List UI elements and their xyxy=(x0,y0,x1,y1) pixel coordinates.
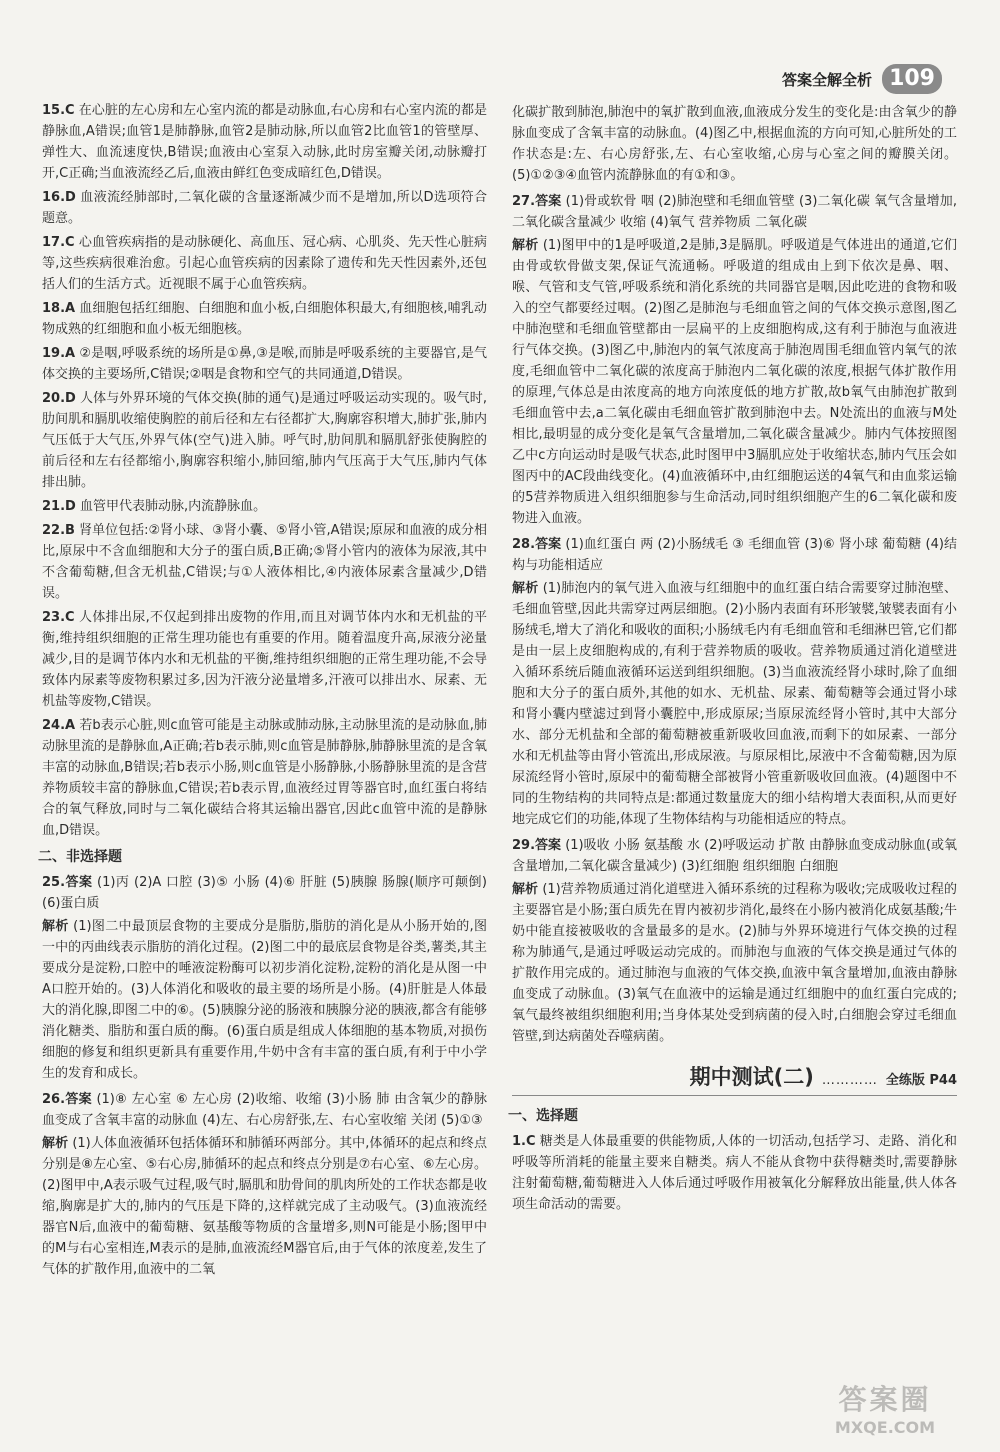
item-text: 人体排出尿,不仅起到排出废物的作用,而且对调节体内水和无机盐的平衡,维持组织细胞的正常生理功能也有重要的作用。随着温度升高,尿液分泌量减少,目的是调节体内水和无机盐的平衡,维持组织细胞的正常生理功能,不会导致体内尿素等废物积累过多,因为汗液分泌量增多,汗液可以排出水、尿素、无机盐等废物,C错误。 xyxy=(42,610,487,709)
title-leader-dots: ………… xyxy=(821,1073,878,1088)
page-number: 109 xyxy=(882,64,942,94)
item-text: 心血管疾病指的是动脉硬化、高血压、冠心病、心肌炎、先天性心脏病等,这些疾病很难治愈。引起心血管疾病的因素除了遗传和先天性因素外,还包括人们的生活方式。近视眼不属于心血管疾病。 xyxy=(42,235,487,292)
answer-item xyxy=(42,872,487,1084)
item-text: 血管甲代表肺动脉,内流静脉血。 xyxy=(79,499,267,514)
item-text: 糖类是人体最重要的供能物质,人体的一切活动,包括学习、走路、消化和呼吸等所消耗的能量主要来自糖类。病人不能从食物中获得糖类时,需要静脉注射葡萄糖,葡萄糖进入人体后通过呼吸作用被氧化分解释放出能量,供人体各项生命活动的需要。 xyxy=(512,1134,958,1212)
analysis-text: (1)肺泡内的氧气进入血液与红细胞中的血红蛋白结合需要穿过肺泡壁、毛细血管壁,因此共需穿过两层细胞。(2)小肠内表面有环形皱襞,皱襞表面有小肠绒毛,增大了消化和吸收的面积;小肠绒毛内有毛细血管和毛细淋巴管,它们都是由一层上皮细胞构成的,有利于营养物质的吸收。营养物质通过消化道壁进入循环系统后随血液循环运送到组织细胞。(3)当血液流经肾小球时,除了血细胞和大分子的蛋白质外,其他的如水、无机盐、尿素、葡萄糖等会通过肾小球和肾小囊内壁滤过到肾小囊腔中,形成原尿;当原尿流经肾小管时,其中大部分水、部分无机盐和全部的葡萄糖被重新吸收回血液,而剩下的如尿素、一部分水和无机盐等由肾小管流出,形成尿液。与原尿相比,尿液中不含葡萄糖,因为原尿流经肾小管时,原尿中的葡萄糖全部被肾小管重新吸收回血液。(4)题图中不同的生物结构的共同特点是:都通过数量庞大的细小结构增大表面积,从而更好地完成它们的功能,体现了生物体结构与功能相适应的特点。 xyxy=(512,581,957,827)
item-number: 24.A xyxy=(42,718,76,733)
item-number: 16.D xyxy=(42,190,76,205)
answer-text: (1)丙 (2)A 口腔 (3)⑤ 小肠 (4)⑥ 肝脏 (5)胰腺 肠腺(顺序可颠倒) (6)蛋白质 xyxy=(42,875,487,911)
watermark-logo: 答案圈 xyxy=(838,1382,932,1416)
item-number: 27. xyxy=(512,194,536,209)
section-heading-non-choice: 二、非选择题 xyxy=(38,849,122,865)
midterm-title-bar xyxy=(512,1067,957,1096)
answer-item xyxy=(512,534,957,830)
midterm-title: 期中测试(二) xyxy=(689,1065,814,1089)
answer-item xyxy=(42,187,487,229)
answer-item xyxy=(42,496,487,517)
answer-label: 答案 xyxy=(65,1092,92,1107)
item-text: 肾单位包括:②肾小球、③肾小囊、⑤肾小管,A错误;原尿和血液的成分相比,原尿中不含血细胞和大分子的蛋白质,B正确;⑤肾小管内的液体为尿液,其中不含葡萄糖,但含无机盐,C错误;与①人液体相比,④内液体尿素含量减少,D错误。 xyxy=(42,523,487,601)
answer-label: 答案 xyxy=(65,875,93,890)
item-number: 17.C xyxy=(42,235,75,250)
answer-text: (1)骨或软骨 咽 (2)肺泡壁和毛细血管壁 (3)二氧化碳 氧气含量增加,二氧化碳含量减少 收缩 (4)氧气 营养物质 二氧化碳 xyxy=(512,194,957,230)
item-text: ②是咽,呼吸系统的场所是①鼻,③是喉,而肺是呼吸系统的主要器官,是气体交换的主要场所,C错误;②咽是食物和空气的共同通道,D错误。 xyxy=(42,346,487,382)
analysis-label: 解析 xyxy=(42,919,69,934)
watermark xyxy=(790,1372,980,1442)
item-number: 20.D xyxy=(42,391,76,406)
item-number: 19.A xyxy=(42,346,76,361)
item-text: 血液流经肺部时,二氧化碳的含量逐渐减少而不是增加,所以D选项符合题意。 xyxy=(42,190,487,226)
left-column xyxy=(38,100,488,1285)
analysis-label: 解析 xyxy=(512,238,539,253)
item-text: 若b表示心脏,则c血管可能是主动脉或肺动脉,主动脉里流的是动脉血,肺动脉里流的是静脉血,A正确;若b表示肺,则c血管是肺静脉,肺静脉里流的是含氧丰富的动脉血,B错误;若b表示小肠,则c血管是小肠静脉,小肠静脉里流的是含营养物质较丰富的静脉血,C错误;若b表示胃,血液经过胃等器官时,血红蛋白将结合的氧气释放,同时与二氧化碳结合将其运输出器官,因此c血管中流的是静脉血,D错误。 xyxy=(42,718,488,838)
answer-item xyxy=(42,607,487,712)
answer-item xyxy=(42,100,487,184)
answer-item xyxy=(42,715,487,841)
item-number: 29. xyxy=(512,838,536,853)
answer-label: 答案 xyxy=(535,838,562,853)
item-number: 28. xyxy=(512,537,536,552)
analysis-text: (1)图甲中的1是呼吸道,2是肺,3是膈肌。呼吸道是气体进出的通道,它们由骨或软骨做支架,保证气流通畅。呼吸道的组成由上到下依次是鼻、咽、喉、气管和支气管,呼吸系统和消化系统的共同器官是咽,因此吃进的食物和吸入的空气都要经过咽。(2)图乙是肺泡与毛细血管之间的气体交换示意图,图乙中肺泡壁和毛细血管壁都由一层扁平的上皮细胞构成,这有利于肺泡与血液进行气体交换。(3)图乙中,肺泡内的氧气浓度高于肺泡周围毛细血管内氧气的浓度,毛细血管中二氧化碳的浓度高于肺泡内二氧化碳的浓度,根据气体扩散作用的原理,气体总是由浓度高的地方向浓度低的地方扩散,故b氧气由肺泡扩散到毛细血管中去,a二氧化碳由毛细血管扩散到肺泡中去。N处流出的血液与M处相比,最明显的成分变化是氧气含量增加,二氧化碳含量减少。肺内气体按照图乙中c方向运动时是吸气状态,此时图甲中3膈肌应处于收缩状态,肺内气压会如图丙中的AC段曲线变化。(4)血液循环中,由红细胞运送的4氧气和由血浆运输的5营养物质进入组织细胞参与生命活动,同时组织细胞产生的6二氧化碳和废物进入血液。 xyxy=(512,238,957,526)
item-number: 26. xyxy=(42,1092,66,1107)
answer-item xyxy=(42,520,487,604)
item-text: 人体与外界环境的气体交换(肺的通气)是通过呼吸运动实现的。吸气时,肋间肌和膈肌收缩使胸腔的前后径和左右径都扩大,胸廓容积增大,肺扩张,肺内气压低于大气压,外界气体(空气)进入肺。呼气时,肋间肌和膈肌舒张使胸腔的前后径和左右径都缩小,胸廓容积缩小,肺回缩,肺内气压高于大气压,肺内气体排出肺。 xyxy=(42,391,487,490)
analysis-label: 解析 xyxy=(42,1136,69,1151)
right-column xyxy=(508,100,958,1218)
item-number: 22.B xyxy=(42,523,75,538)
answer-label: 答案 xyxy=(535,537,562,552)
item-number: 21.D xyxy=(42,499,76,514)
analysis-label: 解析 xyxy=(512,882,539,897)
answer-text: (1)血红蛋白 两 (2)小肠绒毛 ③ 毛细血管 (3)⑥ 肾小球 葡萄糖 (4)结构与功能相适应 xyxy=(512,537,957,573)
section-heading-choice: 一、选择题 xyxy=(508,1108,578,1124)
analysis-label: 解析 xyxy=(512,581,539,596)
item-number: 15.C xyxy=(42,103,75,118)
item-number: 1.C xyxy=(512,1134,536,1149)
answer-text: (1)⑧ 左心室 ⑥ 左心房 (2)收缩、收缩 (3)小肠 肺 由含氧少的静脉血变成了含氧丰富的动脉血 (4)左、右心房舒张,左、右心室收缩 关闭 (5)①③ xyxy=(42,1092,487,1128)
item-number: 23.C xyxy=(42,610,75,625)
answer-item xyxy=(42,1089,487,1280)
answer-item xyxy=(42,388,487,493)
analysis-text: (1)人体血液循环包括体循环和肺循环两部分。其中,体循环的起点和终点分别是⑧左心室、⑤右心房,肺循环的起点和终点分别是⑦右心室、⑥左心房。(2)图甲中,A表示吸气过程,吸气时,膈肌和肋骨间的肌肉所处的工作状态都是收缩,胸廓是扩大的,肺内的气压是下降的,这样就完成了主动吸气。(3)血液流经器官N后,血液中的葡萄糖、氨基酸等物质的含量增多,则N可能是小肠;图甲中的M与右心室相连,M表示的是肺,血液流经M器官后,由于气体的浓度差,发生了气体的扩散作用,血液中的二氧 xyxy=(42,1136,487,1277)
analysis-text: (1)图二中最顶层食物的主要成分是脂肪,脂肪的消化是从小肠开始的,图一中的丙曲线表示脂肪的消化过程。(2)图二中的最底层食物是谷类,薯类,其主要成分是淀粉,口腔中的唾液淀粉酶可以初步消化淀粉,淀粉的消化是从图一中A口腔开始的。(3)人体消化和吸收的最主要的场所是小肠。(4)肝脏是人体最大的消化腺,即图二中的⑥。(5)胰腺分泌的肠液和胰腺分泌的胰液,都含有能够消化糖类、脂肪和蛋白质的酶。(6)蛋白质是组成人体细胞的基本物质,对损伤细胞的修复和组织更新具有重要作用,牛奶中含有丰富的蛋白质,有利于中小学生的发育和成长。 xyxy=(42,919,487,1081)
watermark-url: MXQE.COM xyxy=(834,1417,936,1437)
header-title: 答案全解全析 xyxy=(782,70,873,89)
analysis-text: (1)营养物质通过消化道壁进入循环系统的过程称为吸收;完成吸收过程的主要器官是小肠;蛋白质先在胃内被初步消化,最终在小肠内被消化成氨基酸;牛奶中能直接被吸收的含量最多的是水。(2)肺与外界环境进行气体交换的过程称为肺通气,是通过呼吸运动完成的。而肺泡与血液的气体交换是通过气体的扩散作用完成的。通过肺泡与血液的气体交换,血液中氧含量增加,血液由静脉血变成了动脉血。(3)氧气在血液中的运输是通过红细胞中的血红蛋白完成的;氧气最终被组织细胞利用;当身体某处受到病菌的侵入时,白细胞会穿过毛细血管壁,到达病菌处吞噬病菌。 xyxy=(512,882,957,1044)
item-number: 25. xyxy=(42,875,66,890)
page-header xyxy=(782,62,942,96)
answer-text: (1)吸收 小肠 氨基酸 水 (2)呼吸运动 扩散 由静脉血变成动脉血(或氧含量增加,二氧化碳含量减少) (3)红细胞 组织细胞 白细胞 xyxy=(512,838,957,874)
item-text: 血细胞包括红细胞、白细胞和血小板,白细胞体积最大,有细胞核,哺乳动物成熟的红细胞和血小板无细胞核。 xyxy=(42,301,487,337)
answer-item xyxy=(512,191,957,529)
item-text: 在心脏的左心房和左心室内流的都是动脉血,右心房和右心室内流的都是静脉血,A错误;血管1是肺静脉,血管2是肺动脉,所以血管2比血管1的管壁厚、弹性大、血流速度快,B错误;血液由心室泵入动脉,此时房室瓣关闭,动脉瓣打开,C正确;当血液流经乙后,血液由鲜红色变成暗红色,D错误。 xyxy=(42,103,487,181)
item-number: 18.A xyxy=(42,301,76,316)
answer-label: 答案 xyxy=(535,194,562,209)
edition-reference: 全练版 P44 xyxy=(885,1073,957,1088)
answer-item xyxy=(42,343,487,385)
answer-item xyxy=(512,1131,957,1215)
answer-item xyxy=(42,232,487,295)
answer-item xyxy=(512,835,957,1047)
answer-item xyxy=(42,298,487,340)
q26-analysis-continued: 化碳扩散到肺泡,肺泡中的氧扩散到血液,血液成分发生的变化是:由含氧少的静脉血变成了含氧丰富的动脉血。(4)图乙中,根据血流的方向可知,心脏所处的工作状态是:左、右心房舒张,左、右心室收缩,心房与心室之间的瓣膜关闭。(5)①②③④血管内流静脉血的有①和③。 xyxy=(512,105,957,183)
